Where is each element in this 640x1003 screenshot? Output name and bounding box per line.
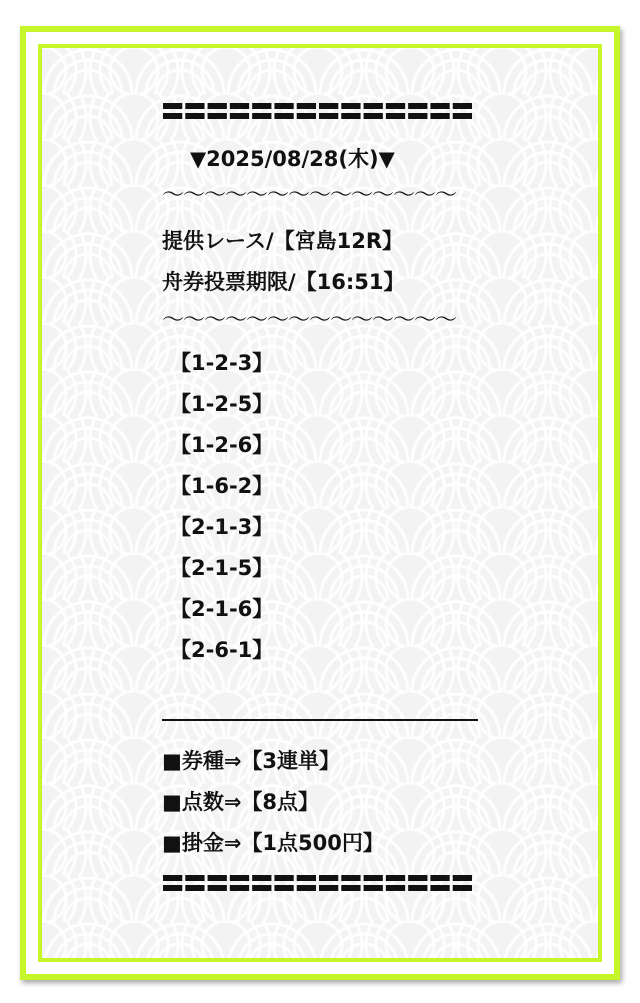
deadline-line: 舟券投票期限/【16:51】 (162, 270, 405, 294)
rule-segment (453, 113, 472, 119)
rule-segment (319, 875, 338, 881)
rule-segment (364, 875, 383, 881)
rule-segment (430, 875, 449, 881)
pick-item: 【1-6-2】 (170, 474, 274, 498)
rule-segment (364, 113, 383, 119)
rule-segment (252, 875, 271, 881)
pick-item: 【2-1-6】 (170, 597, 274, 621)
rule-segment (297, 113, 316, 119)
rule-segment (408, 103, 427, 109)
rule-segment (274, 113, 293, 119)
pick-item: 【1-2-5】 (170, 392, 274, 416)
rule-segment (386, 875, 405, 881)
rule-segment (430, 885, 449, 891)
rule-segment (230, 113, 249, 119)
inner-frame (38, 44, 602, 962)
pick-item: 【2-1-3】 (170, 515, 274, 539)
rule-segment (274, 103, 293, 109)
rule-segment (408, 875, 427, 881)
rule-segment (252, 103, 271, 109)
rule-segment (386, 885, 405, 891)
rule-segment (341, 885, 360, 891)
rule-segment (230, 103, 249, 109)
summary-divider (162, 719, 478, 721)
rule-segment (408, 885, 427, 891)
top-double-rule (162, 102, 474, 120)
race-line: 提供レース/【宮島12R】 (162, 229, 404, 253)
rule-segment (163, 103, 182, 109)
rule-segment (185, 103, 204, 109)
rule-segment (364, 103, 383, 109)
ticket-type-line: ■券種⇒【3連単】 (162, 749, 341, 773)
rule-segment (185, 875, 204, 881)
wave-divider-2: 〜〜〜〜〜〜〜〜〜〜〜〜〜〜 (162, 308, 457, 333)
rule-segment (230, 885, 249, 891)
rule-segment (297, 875, 316, 881)
rule-segment (364, 885, 383, 891)
rule-segment (319, 113, 338, 119)
date-line: ▼2025/08/28(木)▼ (190, 147, 395, 171)
rule-segment (185, 113, 204, 119)
rule-segment (163, 113, 182, 119)
rule-segment (163, 885, 182, 891)
pick-item: 【2-1-5】 (170, 556, 274, 580)
pick-item: 【1-2-6】 (170, 433, 274, 457)
rule-segment (453, 885, 472, 891)
rule-segment (430, 103, 449, 109)
rule-segment (230, 875, 249, 881)
rule-segment (208, 875, 227, 881)
rule-segment (252, 113, 271, 119)
rule-segment (408, 113, 427, 119)
rule-segment (386, 103, 405, 109)
rule-segment (163, 875, 182, 881)
bottom-double-rule (162, 874, 474, 892)
rule-segment (341, 103, 360, 109)
rule-segment (208, 113, 227, 119)
rule-segment (297, 885, 316, 891)
rule-segment (208, 103, 227, 109)
rule-segment (453, 103, 472, 109)
rule-segment (386, 113, 405, 119)
rule-segment (297, 103, 316, 109)
rule-segment (252, 885, 271, 891)
rule-segment (208, 885, 227, 891)
rule-segment (274, 885, 293, 891)
rule-segment (319, 103, 338, 109)
stake-line: ■掛金⇒【1点500円】 (162, 831, 384, 855)
rule-segment (341, 113, 360, 119)
wave-divider-1: 〜〜〜〜〜〜〜〜〜〜〜〜〜〜 (162, 183, 457, 208)
rule-segment (341, 875, 360, 881)
pick-item: 【2-6-1】 (170, 638, 274, 662)
rule-segment (453, 875, 472, 881)
rule-segment (274, 875, 293, 881)
pick-item: 【1-2-3】 (170, 351, 274, 375)
rule-segment (185, 885, 204, 891)
rule-segment (430, 113, 449, 119)
rule-segment (319, 885, 338, 891)
points-line: ■点数⇒【8点】 (162, 790, 320, 814)
